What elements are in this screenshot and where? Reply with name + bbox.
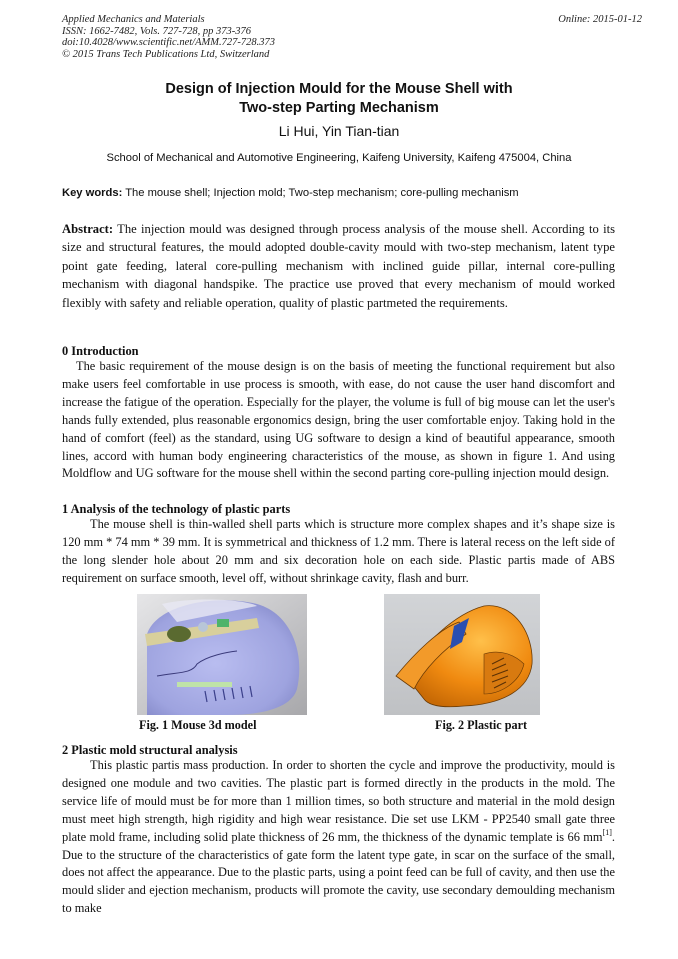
figure-2-caption: Fig. 2 Plastic part — [435, 718, 528, 732]
paper-title — [60, 80, 618, 118]
section-heading-mold-structure: 2 Plastic mold structural analysis — [62, 743, 238, 757]
abstract-text: The injection mould was designed through process analysis of the mouse shell. According to its size and structural features, the mould adopted double-cavity mould with two-step mechanism, latent type point gate feeding, lateral core-pulling mechanism with inclined guide pillar, internal core-pulling mechanism with diagonal handspike. The practice use proved that every mechanism of mould worked flexibly with safety and reliable operation, quality of plastic partmeted the requirements. — [62, 222, 615, 310]
section-body-mold-structure — [62, 757, 615, 918]
figure-1-caption: Fig. 1 Mouse 3d model — [139, 718, 257, 732]
plastic-part-icon — [384, 594, 540, 715]
keywords-text: The mouse shell; Injection mold; Two-step mechanism; core-pulling mechanism — [122, 187, 519, 199]
section-heading-analysis: 1 Analysis of the technology of plastic parts — [62, 502, 291, 516]
copyright-line: © 2015 Trans Tech Publications Ltd, Switzerland — [62, 48, 270, 60]
section-body-analysis: The mouse shell is thin-walled shell parts which is structure more complex shapes and it’s shape size is 120 mm * 74 mm * 39 mm. It is symmetrical and thickness of 1.2 mm. There is lateral recess on the left side of the long slender hole about 20 mm and six decoration hole on each side. Plastic partis made of ABS requirement on surface smooth, level off, without shrinkage cavity, flash and burr. — [62, 517, 615, 585]
journal-name: Applied Mechanics and Materials — [62, 14, 205, 25]
section-body-part-2: . Due to the structure of the characteristics of gate form the latent type gate, in scar on the surface of the small, does not affect the appearance. Due to the plastic parts, using a point feed can be full of cavity, and then use the mould slider and ejection mechanism, products will promote the cavity, use secondary demoulding mechanism to make — [62, 829, 615, 916]
authors: Li Hui, Yin Tian-tian — [278, 123, 400, 139]
journal-header — [62, 14, 275, 60]
keywords — [62, 186, 622, 200]
citation-ref: [1] — [602, 827, 612, 837]
section-heading-introduction: 0 Introduction — [62, 344, 139, 358]
title-line-2: Two-step Parting Mechanism — [239, 100, 439, 116]
doi-line: doi:10.4028/www.scientific.net/AMM.727-728.373 — [62, 37, 275, 48]
keywords-label: Key words: — [62, 187, 123, 199]
plastic-part-image — [384, 594, 540, 715]
mouse-3d-model-icon — [137, 594, 307, 715]
abstract — [62, 220, 615, 312]
issn-line: ISSN: 1662-7482, Vols. 727-728, pp 373-376 — [62, 25, 251, 37]
online-date: Online: 2015-01-12 — [558, 14, 642, 25]
abstract-label: Abstract: — [62, 222, 114, 236]
section-body-part-1: This plastic partis mass production. In order to shorten the cycle and improve the productivity, mould is designed one module and two cavities. The plastic part is formed directly in the products in the mold. The service life of mould must be for more than 1 million times, so both structure and material in the mold design must meet high strength, high rigidity and high wear resistance. Die set use LKM - PP2540 small gate three plate mold frame, including solid plate thickness of 26 mm, the thickness of the dynamic template is 66 mm — [62, 758, 615, 844]
title-line-1: Design of Injection Mould for the Mouse Shell with — [165, 81, 513, 97]
affiliation: School of Mechanical and Automotive Engineering, Kaifeng University, Kaifeng 475004, China — [106, 152, 572, 164]
section-body-introduction: The basic requirement of the mouse design is on the basis of meeting the functional requirement but also make users feel comfortable in use process is smooth, with ease, do not cause the user hand discomfort and increase the fatigue of the operation. Especially for the player, the volume is full of big mouse can let the user's hands fully extended, plus reasonable ergonomics design, bring the user comfortable enjoy. Taking hold in the hand of comfort (feel) as the standard, using UG software to design a kind of beautiful appearance, smooth lines, accord with human body engineering characteristics of the mouse, as shown in figure 1. And using Moldflow and UG software for the mouse shell within the second parting core-pulling injection mould design. — [62, 359, 615, 481]
mouse-3d-model-image — [137, 594, 307, 715]
